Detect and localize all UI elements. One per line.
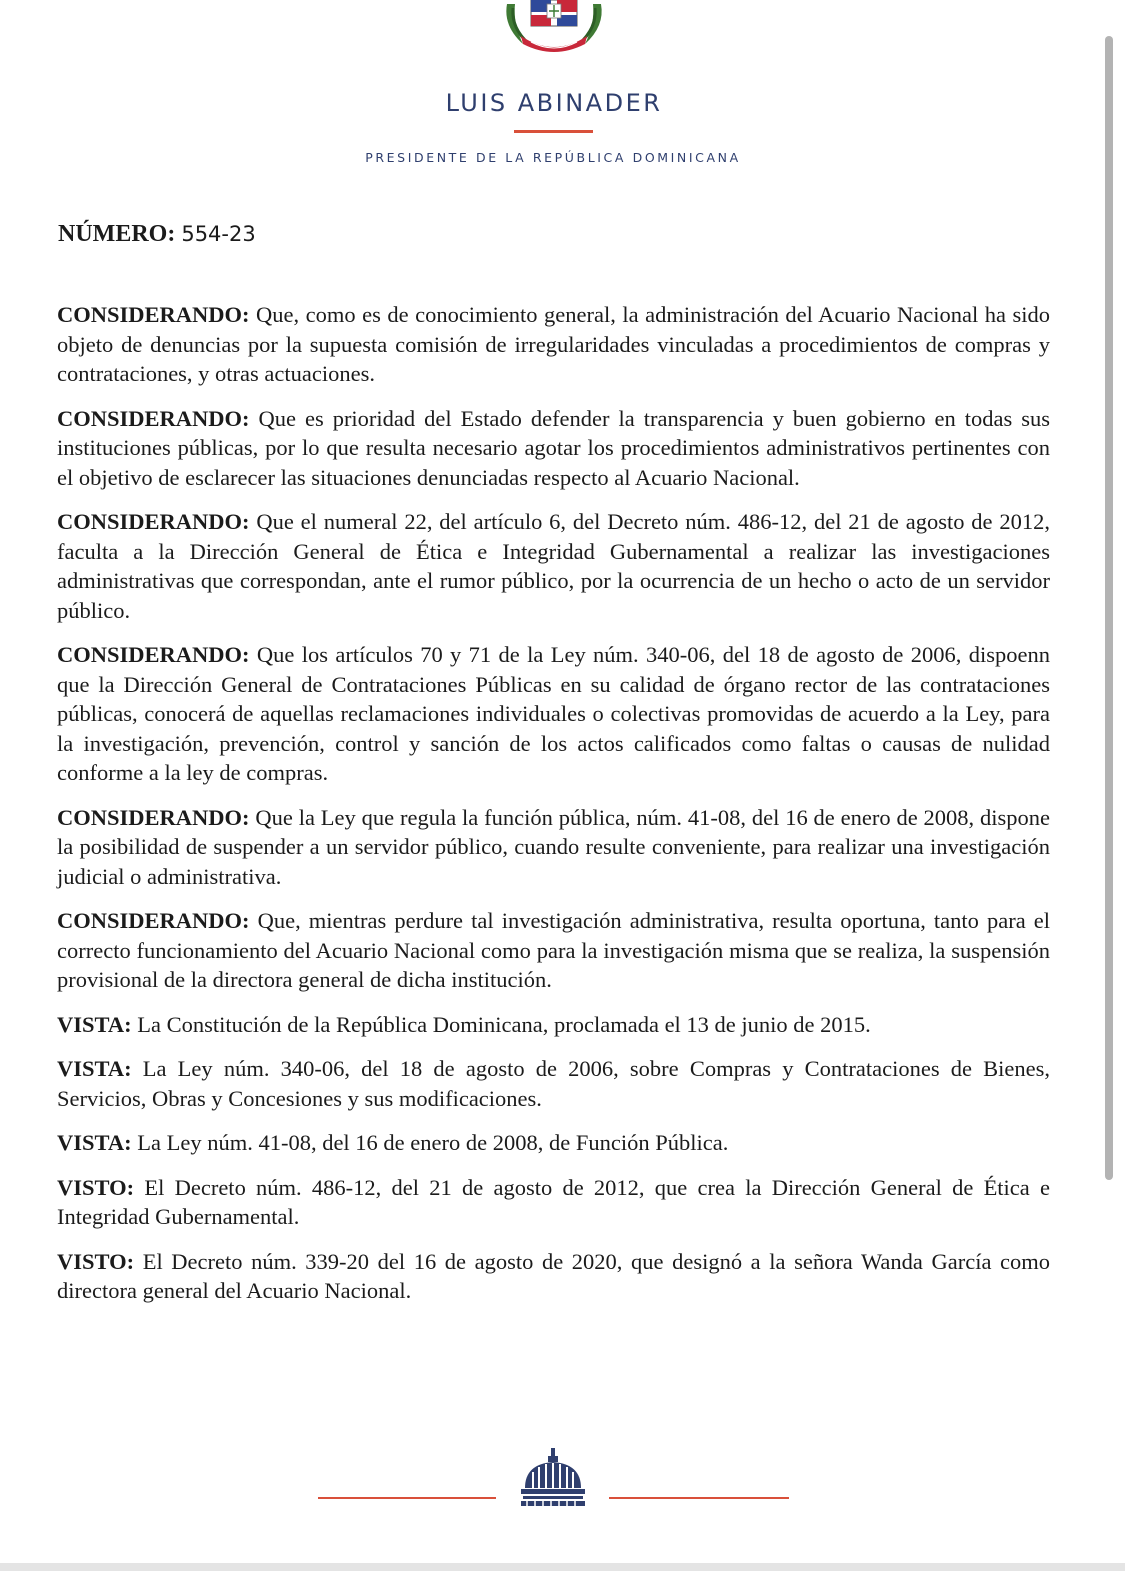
paragraph-label: CONSIDERANDO: <box>57 302 250 327</box>
paragraph-text: Que, como es de conocimiento general, la administración del Acuario Nacional ha sido objeto de denuncias por la supuesta comisión de irregularidades vinculadas a procedimientos de compras y contrataciones, y otras actuaciones. <box>57 302 1050 386</box>
coat-of-arms-icon <box>501 0 607 54</box>
paragraph-considerando-1 <box>57 300 1050 389</box>
paragraph-label: VISTO: <box>57 1248 135 1274</box>
paragraph-considerando-5 <box>57 803 1050 892</box>
paragraph-considerando-6 <box>57 906 1050 995</box>
paragraph-label: VISTA: <box>57 1011 132 1037</box>
paragraph-text: Que es prioridad del Estado defender la transparencia y buen gobierno en todas sus instituciones públicas, por lo que resulta necesario agotar los procedimientos administrativos pertinentes con el objetivo de esclarecer las situaciones denunciadas respecto al Acuario Nacional. <box>57 405 1051 490</box>
page-bottom-edge <box>0 1563 1125 1571</box>
paragraph-label: CONSIDERANDO: <box>57 509 250 534</box>
paragraph-considerando-4 <box>57 640 1050 788</box>
paragraph-text: La Ley núm. 340-06, del 18 de agosto de 2006, sobre Compras y Contrataciones de Bienes, Servicios, Obras y Concesiones y sus modificaciones. <box>57 1056 1051 1111</box>
footer-line-right <box>609 1497 789 1499</box>
issuer-title: PRESIDENTE DE LA REPÚBLICA DOMINICANA <box>365 150 741 165</box>
paragraph-text: Que, mientras perdure tal investigación administrativa, resulta oportuna, tanto para el correcto funcionamiento del Acuario Nacional como para la investigación misma que se realiza, la suspensión provisional de la directora general de dicha institución. <box>57 908 1050 992</box>
paragraph-text: Que la Ley que regula la función pública, núm. 41-08, del 16 de enero de 2008, dispone la posibilidad de suspender a un servidor público, cuando resulte conveniente, para realizar una investigación judicial o administrativa. <box>57 804 1051 889</box>
paragraph-text: El Decreto núm. 486-12, del 21 de agosto de 2012, que crea la Dirección General de Ética e Integridad Gubernamental. <box>57 1174 1051 1229</box>
paragraph-label: CONSIDERANDO: <box>57 804 250 830</box>
document-body <box>57 300 1050 1321</box>
paragraph-label: CONSIDERANDO: <box>57 405 250 431</box>
paragraph-vista-3 <box>57 1128 1050 1158</box>
paragraph-label: VISTO: <box>57 1174 135 1200</box>
paragraph-considerando-2 <box>57 404 1050 493</box>
paragraph-label: VISTA: <box>57 1130 132 1155</box>
paragraph-vista-1 <box>57 1010 1050 1040</box>
issuer-name: LUIS ABINADER <box>445 89 663 117</box>
national-palace-dome-icon <box>519 1446 587 1508</box>
paragraph-text: La Ley núm. 41-08, del 16 de enero de 2008, de Función Pública. <box>137 1130 729 1155</box>
paragraph-label: CONSIDERANDO: <box>57 908 250 933</box>
paragraph-label: VISTA: <box>57 1056 132 1081</box>
paragraph-label: CONSIDERANDO: <box>57 642 250 667</box>
paragraph-text: La Constitución de la República Dominicana, proclamada el 13 de junio de 2015. <box>137 1011 871 1037</box>
paragraph-vista-2 <box>57 1054 1050 1113</box>
title-accent-line <box>514 130 593 133</box>
paragraph-considerando-3 <box>57 507 1050 625</box>
paragraph-text: Que el numeral 22, del artículo 6, del Decreto núm. 486-12, del 21 de agosto de 2012, faculta a la Dirección General de Ética e Integridad Gubernamental a realizar las investigaciones administrativas que correspondan, ante el rumor público, por la ocurrencia de un hecho o acto de un servidor público. <box>57 509 1050 623</box>
decree-number <box>58 221 256 248</box>
vertical-scrollbar[interactable] <box>1105 36 1113 1180</box>
paragraph-visto-2 <box>57 1247 1050 1306</box>
paragraph-text: El Decreto núm. 339-20 del 16 de agosto de 2020, que designó a la señora Wanda García como directora general del Acuario Nacional. <box>57 1248 1051 1303</box>
paragraph-text: Que los artículos 70 y 71 de la Ley núm. 340-06, del 18 de agosto de 2006, dispoenn que la Dirección General de Contrataciones Públicas en su calidad de órgano rector de las contrataciones públicas, conocerá de aquellas reclamaciones individuales o colectivas promovidas de acuerdo a la Ley, para la investigación, prevención, control y sanción de los actos calificados como faltas o causas de nulidad conforme a la ley de compras. <box>57 642 1051 785</box>
footer-line-left <box>318 1497 496 1499</box>
paragraph-visto-1 <box>57 1173 1050 1232</box>
decree-number-label: NÚMERO: <box>58 221 176 247</box>
decree-number-value: 554-23 <box>181 222 256 246</box>
